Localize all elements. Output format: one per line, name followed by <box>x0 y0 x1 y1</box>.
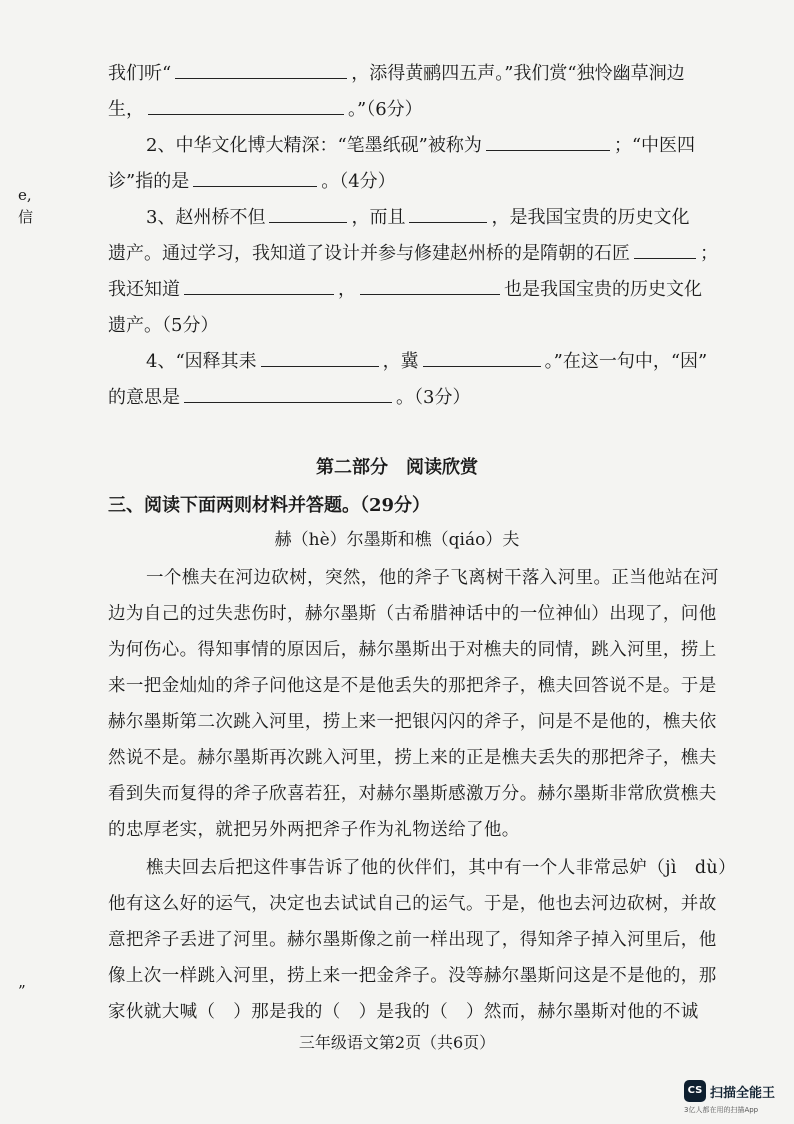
q3-line2: 遗产。通过学习，我知道了设计并参与修建赵州桥的是隋朝的石匠 ； <box>108 243 718 264</box>
story-line: 边为自己的过失悲伤时，赫尔墨斯（古希腊神话中的一位神仙）出现了，问他 <box>108 604 717 624</box>
story-title: 赫（hè）尔墨斯和樵（qiáo）夫 <box>274 530 520 550</box>
answer-blank[interactable] <box>409 206 487 223</box>
story-line: 意把斧子丢进了河里。赫尔墨斯像之前一样出现了，得知斧子掉入河里后，他 <box>108 930 717 950</box>
q3-line3: 我还知道 ， 也是我国宝贵的历史文化 <box>108 279 702 300</box>
answer-blank[interactable] <box>184 278 334 295</box>
q1-line2: 生， 。”（6分） <box>108 99 423 120</box>
q4-line2: 的意思是 。（3分） <box>108 387 471 408</box>
answer-blank[interactable] <box>193 170 317 187</box>
answer-blank[interactable] <box>269 206 347 223</box>
brand-tagline: 3亿人都在用的扫描App <box>684 1106 759 1114</box>
answer-blank[interactable] <box>423 350 541 367</box>
q4-line1: 4、“因释其耒 ，冀 。”在这一句中，“因” <box>146 351 708 372</box>
story-line: 赫尔墨斯第二次跳入河里，捞上来一把银闪闪的斧子，问是不是他的，樵夫依 <box>108 712 717 732</box>
answer-blank[interactable] <box>261 350 379 367</box>
story-line: 一个樵夫在河边砍树，突然，他的斧子飞离树干落入河里。正当他站在河 <box>146 568 719 588</box>
question-title: 三、阅读下面两则材料并答题。（29分） <box>108 495 431 516</box>
story-line: 樵夫回去后把这件事告诉了他的伙伴们，其中有一个人非常忌妒（jì dù） <box>146 858 736 878</box>
part-title: 第二部分 阅读欣赏 <box>316 457 478 478</box>
story-line: 像上次一样跳入河里，捞上来一把金斧子。没等赫尔墨斯问这是不是他的，那 <box>108 966 717 986</box>
answer-blank[interactable] <box>486 134 610 151</box>
answer-blank[interactable] <box>360 278 500 295</box>
story-line: 他有这么好的运气，决定也去试试自己的运气。于是，他也去河边砍树，并故 <box>108 894 717 914</box>
q3-line1: 3、赵州桥不但 ，而且 ，是我国宝贵的历史文化 <box>146 207 690 228</box>
margin-note: e, <box>18 186 32 204</box>
story-line: 看到失而复得的斧子欣喜若狂，对赫尔墨斯感激万分。赫尔墨斯非常欣赏樵夫 <box>108 784 717 804</box>
story-line: 来一把金灿灿的斧子问他这是不是他丢失的那把斧子，樵夫回答说不是。于是 <box>108 676 717 696</box>
answer-blank[interactable] <box>184 386 392 403</box>
story-line: 的忠厚老实，就把另外两把斧子作为礼物送给了他。 <box>108 820 520 840</box>
page-footer: 三年级语文第2页（共6页） <box>298 1033 496 1052</box>
margin-note: 信 <box>18 208 34 226</box>
story-line: 家伙就大喊（ ）那是我的（ ）是我的（ ）然而，赫尔墨斯对他的不诚 <box>108 1002 699 1022</box>
brand-name: 扫描全能王 <box>710 1086 776 1101</box>
story-line: 然说不是。赫尔墨斯再次跳入河里，捞上来的正是樵夫丢失的那把斧子，樵夫 <box>108 748 717 768</box>
answer-blank[interactable] <box>148 98 344 115</box>
camscanner-logo-icon: CS <box>684 1080 706 1102</box>
margin-note: ” <box>18 982 26 1000</box>
answer-blank[interactable] <box>634 242 696 259</box>
q1-line1: 我们听“ ，添得黄鹂四五声。”我们赏“独怜幽草涧边 <box>108 63 685 84</box>
q3-line4: 遗产。（5分） <box>108 315 219 336</box>
q2-line1: 2、中华文化博大精深：“笔墨纸砚”被称为 ；“中医四 <box>146 135 696 156</box>
scanner-watermark <box>684 1080 788 1116</box>
answer-blank[interactable] <box>175 62 347 79</box>
q2-line2: 诊”指的是 。（4分） <box>108 171 396 192</box>
story-line: 为何伤心。得知事情的原因后，赫尔墨斯出于对樵夫的同情，跳入河里，捞上 <box>108 640 717 660</box>
